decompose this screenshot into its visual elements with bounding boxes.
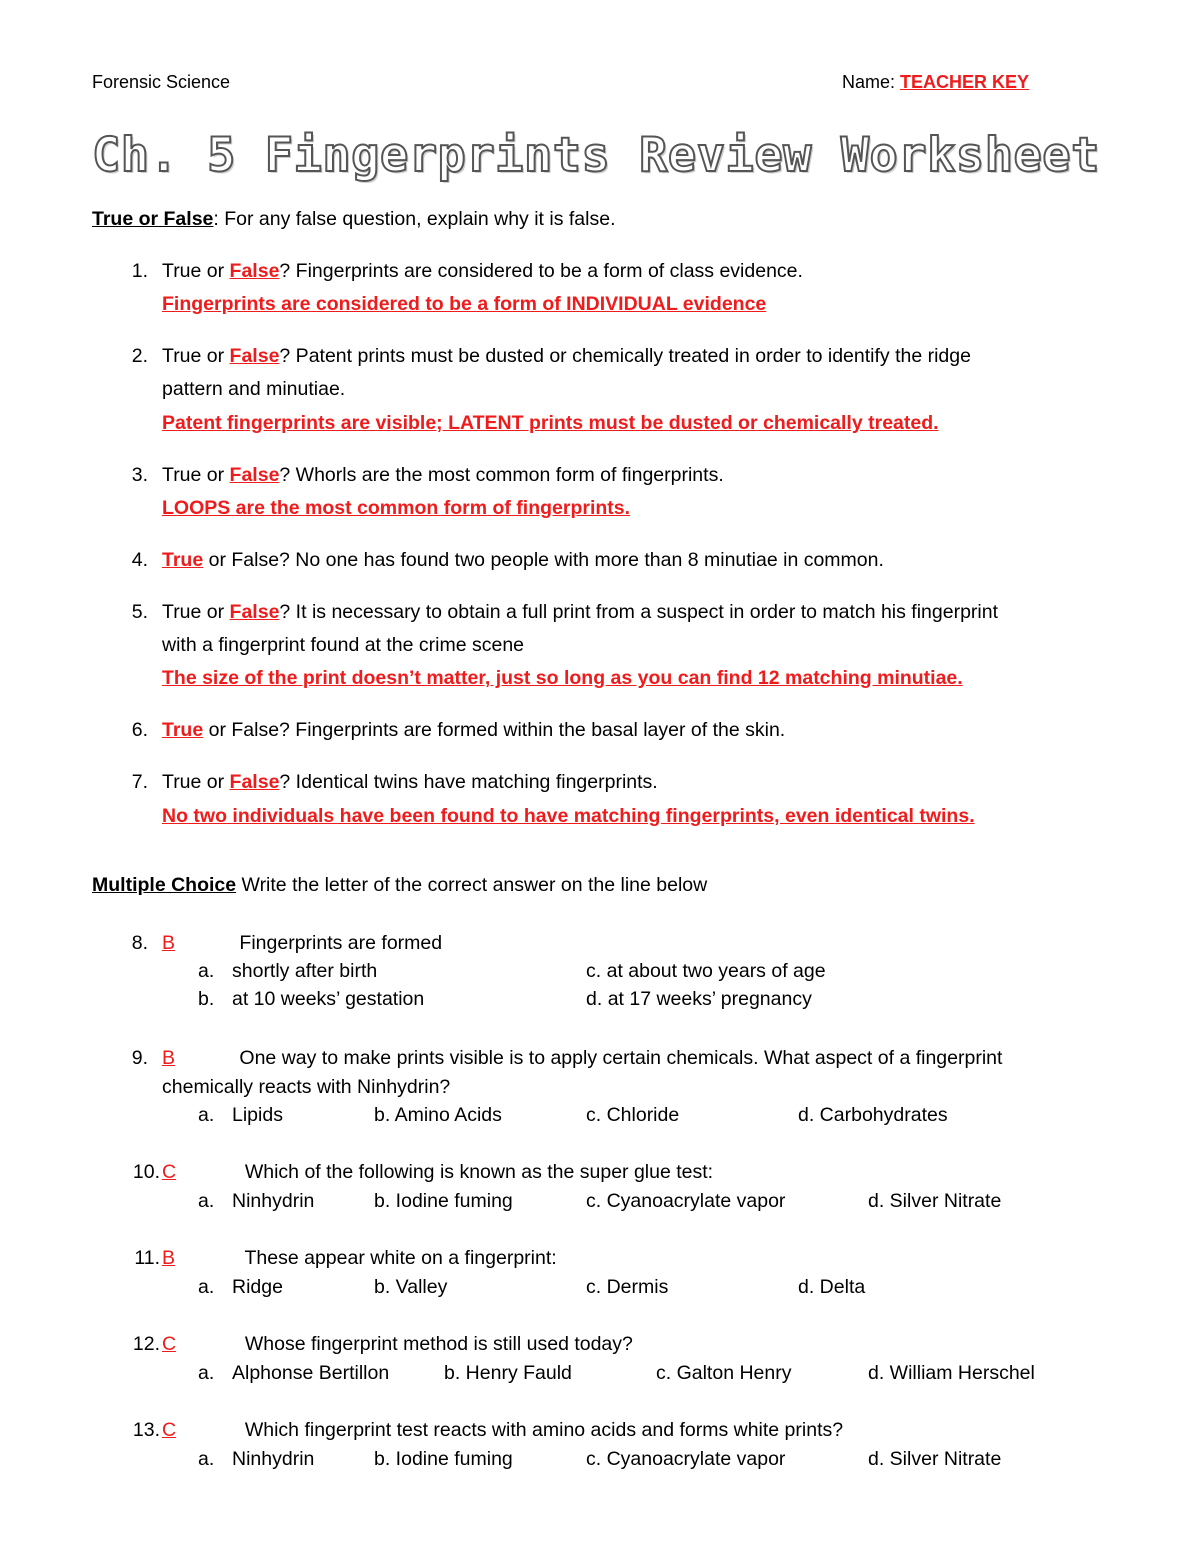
- mc-instruction: Write the letter of the correct answer on the line below: [236, 874, 708, 896]
- mc-question-10: [120, 1156, 713, 1189]
- question-number: 7.: [131, 771, 148, 793]
- option-letter: a.: [198, 1362, 215, 1384]
- option-text: Ridge: [232, 1276, 283, 1298]
- option-letter: a.: [198, 960, 215, 982]
- tf-answer-1: Fingerprints are considered to be a form of INDIVIDUAL evidence: [162, 293, 767, 315]
- tf-text: ? Patent prints must be dusted or chemically treated in order to identify the ridge: [279, 345, 971, 367]
- mc-heading: Multiple Choice: [92, 874, 237, 896]
- option-text: Ninhydrin: [232, 1190, 315, 1212]
- tf-pre: True or: [162, 464, 230, 486]
- mc-question-9-cont: chemically reacts with Ninhydrin?: [162, 1076, 451, 1098]
- tf-text: ? Whorls are the most common form of fingerprints.: [279, 464, 724, 486]
- tf-question-2: [120, 340, 971, 373]
- tf-question-5-cont: with a fingerprint found at the crime scene: [162, 634, 525, 656]
- option-letter: b.: [198, 988, 215, 1010]
- mc-question-12: [120, 1328, 633, 1361]
- mc-answer: C: [162, 1419, 177, 1441]
- name-field: [842, 72, 1029, 93]
- tf-mark: False: [229, 345, 280, 367]
- name-value: TEACHER KEY: [900, 72, 1030, 92]
- option-text: Alphonse Bertillon: [232, 1362, 390, 1384]
- question-number: 6.: [131, 719, 148, 741]
- mc-text: One way to make prints visible is to apply certain chemicals. What aspect of a fingerprint: [239, 1047, 1003, 1069]
- option-letter: a.: [198, 1448, 215, 1470]
- tf-instruction: : For any false question, explain why it is false.: [213, 208, 616, 230]
- tf-question-4: [120, 544, 884, 577]
- tf-section-heading: [92, 208, 616, 231]
- option-letter: a.: [198, 1104, 215, 1126]
- question-number: 4.: [131, 549, 148, 571]
- tf-mark: True: [162, 549, 204, 571]
- mc-option: [198, 1448, 314, 1471]
- option-letter: d.: [586, 988, 603, 1010]
- mc-option: [198, 1104, 283, 1127]
- mc-section-heading: [92, 874, 707, 897]
- tf-question-5: [120, 596, 998, 629]
- tf-answer-2: Patent fingerprints are visible; LATENT prints must be dusted or chemically treated.: [162, 412, 939, 434]
- mc-question-8: [120, 927, 442, 960]
- mc-text: Which fingerprint test reacts with amino acids and forms white prints?: [244, 1419, 844, 1441]
- tf-mark: False: [229, 601, 280, 623]
- tf-question-2-cont: pattern and minutiae.: [162, 378, 346, 400]
- option-letter: a.: [198, 1276, 215, 1298]
- mc-option: c. Cyanoacrylate vapor: [586, 1190, 786, 1212]
- tf-text: ? Fingerprints are considered to be a form of class evidence.: [279, 260, 803, 282]
- mc-option: b. Amino Acids: [374, 1104, 502, 1126]
- question-number: 3.: [131, 464, 148, 486]
- tf-mark: True: [162, 719, 204, 741]
- mc-option: b. Iodine fuming: [374, 1448, 513, 1470]
- question-number: 9.: [131, 1047, 148, 1069]
- mc-text: Which of the following is known as the super glue test:: [244, 1161, 714, 1183]
- mc-option: [586, 960, 826, 983]
- tf-answer-3: LOOPS are the most common form of fingerprints.: [162, 497, 631, 519]
- question-number: 8.: [131, 932, 148, 954]
- mc-answer: B: [162, 1247, 176, 1269]
- option-text: shortly after birth: [232, 960, 378, 982]
- tf-text: or False? No one has found two people with more than 8 minutiae in common.: [203, 549, 884, 571]
- mc-text: Fingerprints are formed: [239, 932, 443, 954]
- question-number: 5.: [131, 601, 148, 623]
- mc-option: [198, 1362, 389, 1385]
- tf-pre: True or: [162, 601, 230, 623]
- option-text: Ninhydrin: [232, 1448, 315, 1470]
- name-label: Name:: [842, 72, 896, 92]
- mc-option: d. Silver Nitrate: [868, 1448, 1002, 1470]
- mc-text: These appear white on a fingerprint:: [244, 1247, 557, 1269]
- mc-question-13: [120, 1414, 843, 1447]
- tf-text: ? It is necessary to obtain a full print from a suspect in order to match his fingerprint: [279, 601, 999, 623]
- mc-option: [198, 1190, 314, 1213]
- mc-answer: C: [162, 1333, 177, 1355]
- mc-option: d. Carbohydrates: [798, 1104, 948, 1126]
- mc-option: c. Cyanoacrylate vapor: [586, 1448, 786, 1470]
- mc-option: [198, 960, 377, 983]
- question-number: 10.: [132, 1161, 160, 1183]
- tf-mark: False: [229, 260, 280, 282]
- tf-pre: True or: [162, 771, 230, 793]
- tf-pre: True or: [162, 345, 230, 367]
- mc-option: c. Galton Henry: [656, 1362, 792, 1384]
- mc-question-11: [120, 1242, 557, 1275]
- option-text: at 10 weeks’ gestation: [232, 988, 425, 1010]
- mc-option: [586, 988, 812, 1011]
- question-number: 12.: [132, 1333, 160, 1355]
- mc-option: c. Chloride: [586, 1104, 680, 1126]
- mc-option: c. Dermis: [586, 1276, 669, 1298]
- tf-question-7: [120, 766, 658, 799]
- question-number: 13.: [132, 1419, 160, 1441]
- option-letter: c.: [586, 960, 602, 982]
- mc-option: b. Henry Fauld: [444, 1362, 572, 1384]
- course-name: Forensic Science: [92, 72, 231, 92]
- tf-pre: True or: [162, 260, 230, 282]
- tf-question-1: [120, 255, 803, 288]
- tf-mark: False: [229, 771, 280, 793]
- tf-heading: True or False: [92, 208, 214, 230]
- mc-option: [198, 1276, 283, 1299]
- mc-option: d. William Herschel: [868, 1362, 1035, 1384]
- mc-option: b. Iodine fuming: [374, 1190, 513, 1212]
- mc-option: b. Valley: [374, 1276, 448, 1298]
- tf-text: ? Identical twins have matching fingerprints.: [279, 771, 658, 793]
- tf-question-3: [120, 459, 724, 492]
- question-number: 1.: [131, 260, 148, 282]
- question-number: 2.: [131, 345, 148, 367]
- tf-answer-5: The size of the print doesn’t matter, just so long as you can find 12 matching minutiae.: [162, 667, 963, 689]
- question-number: 11.: [134, 1247, 160, 1269]
- tf-mark: False: [229, 464, 280, 486]
- mc-option: d. Silver Nitrate: [868, 1190, 1002, 1212]
- option-letter: a.: [198, 1190, 215, 1212]
- tf-text: or False? Fingerprints are formed within the basal layer of the skin.: [203, 719, 786, 741]
- tf-answer-7: No two individuals have been found to have matching fingerprints, even identical twins.: [162, 805, 975, 827]
- option-text: Lipids: [232, 1104, 283, 1126]
- mc-option: d. Delta: [798, 1276, 866, 1298]
- mc-text: Whose fingerprint method is still used today?: [244, 1333, 633, 1355]
- mc-answer: B: [162, 932, 176, 954]
- mc-answer: B: [162, 1047, 176, 1069]
- mc-answer: C: [162, 1161, 177, 1183]
- mc-option: [198, 988, 424, 1011]
- option-text: at 17 weeks’ pregnancy: [607, 988, 812, 1010]
- page-title: Ch. 5 Fingerprints Review Worksheet: [92, 128, 1100, 183]
- option-text: at about two years of age: [606, 960, 826, 982]
- tf-question-6: [120, 714, 785, 747]
